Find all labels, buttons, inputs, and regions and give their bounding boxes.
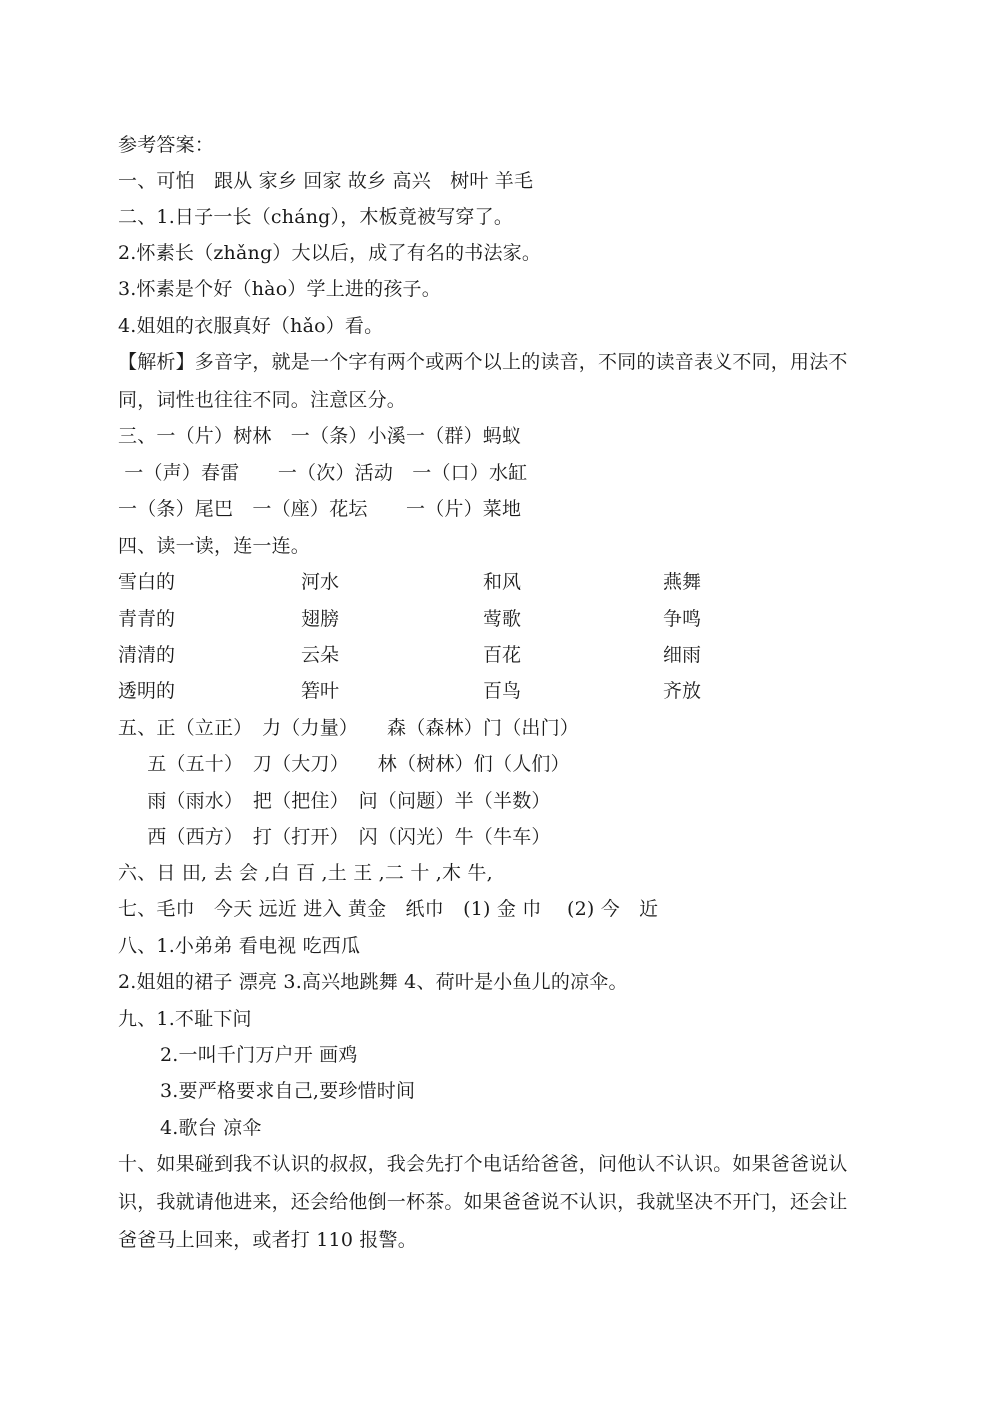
grid-cell: 透明的 [118,680,176,702]
grid-cell: 箬叶 [301,680,340,702]
section-9-line-2: 2.一叫千门万户开 画鸡 [160,1044,358,1066]
section-2-item-4: 4.姐姐的衣服真好（hǎo）看。 [118,315,384,337]
grid-cell: 清清的 [118,644,176,666]
page-title: 参考答案： [118,134,215,156]
section-2-item-1: 二、1.日子一长（cháng），木板竟被写穿了。 [118,206,514,228]
section-6-answer: 六、日 田, 去 会 ,白 百 ,土 王 ,二 十 ,木 牛, [118,862,493,884]
section-8-line-1: 八、1.小弟弟 看电视 吃西瓜 [118,935,361,957]
section-10-line-2: 识，我就请他进来，还会给他倒一杯茶。如果爸爸说不认识，我就坚决不开门，还会让 [118,1191,848,1213]
section-9-line-3: 3.要严格要求自己,要珍惜时间 [160,1080,416,1102]
section-9-line-4: 4.歌台 凉伞 [160,1117,262,1139]
grid-cell: 雪白的 [118,571,176,593]
grid-cell: 和风 [483,571,522,593]
section-4-heading: 四、读一读，连一连。 [118,535,311,557]
grid-cell: 云朵 [301,644,340,666]
grid-cell: 燕舞 [663,571,702,593]
section-3-line-1: 三、一（片）树林 一（条）小溪一（群）蚂蚁 [118,425,522,447]
section-10-line-1: 十、如果碰到我不认识的叔叔，我会先打个电话给爸爸，问他认不认识。如果爸爸说认 [118,1153,848,1175]
grid-cell: 齐放 [663,680,702,702]
grid-cell: 翅膀 [301,608,340,630]
grid-cell: 莺歌 [483,608,522,630]
section-5-line-2: 五（五十） 刀（大刀） 林（树林）们（人们） [128,753,570,775]
grid-cell: 百花 [483,644,522,666]
grid-cell: 细雨 [663,644,702,666]
section-2-item-3: 3.怀素是个好（hào）学上进的孩子。 [118,278,441,300]
section-5-line-3: 雨（雨水） 把（把住） 问（问题）半（半数） [128,790,551,812]
section-5-line-4: 西（西方） 打（打开） 闪（闪光）牛（牛车） [128,826,551,848]
section-2-item-2: 2.怀素长（zhǎng）大以后，成了有名的书法家。 [118,242,542,264]
section-3-line-3: 一（条）尾巴 一（座）花坛 一（片）菜地 [118,498,522,520]
section-2-analysis-line-2: 同，词性也往往不同。注意区分。 [118,389,407,411]
section-2-analysis-line-1: 【解析】多音字，就是一个字有两个或两个以上的读音，不同的读音表义不同，用法不 [118,351,848,373]
section-9-line-1: 九、1.不耻下问 [118,1008,252,1030]
section-3-line-2: 一（声）春雷 一（次）活动 一（口）水缸 [118,462,528,484]
grid-cell: 河水 [301,571,340,593]
grid-cell: 百鸟 [483,680,522,702]
grid-cell: 争鸣 [663,608,702,630]
section-10-line-3: 爸爸马上回来，或者打 110 报警。 [118,1229,417,1251]
section-7-answer: 七、毛巾 今天 远近 进入 黄金 纸巾 (1) 金 巾 (2) 今 近 [118,898,659,920]
section-1-answer: 一、可怕 跟从 家乡 回家 故乡 高兴 树叶 羊毛 [118,170,534,192]
grid-cell: 青青的 [118,608,176,630]
section-8-line-2: 2.姐姐的裙子 漂亮 3.高兴地跳舞 4、荷叶是小鱼儿的凉伞。 [118,971,628,993]
section-5-line-1: 五、正（立正） 力（力量） 森（森林）门（出门） [118,717,580,739]
